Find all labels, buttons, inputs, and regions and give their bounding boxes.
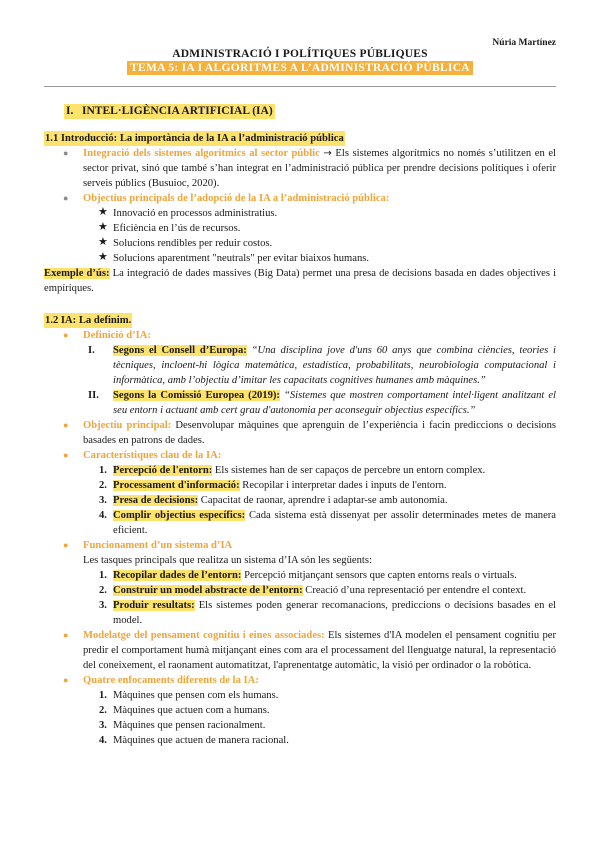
item-text: Capacitat de raonar, aprendre i adaptar-se amb autonomia. bbox=[200, 495, 448, 506]
list-item bbox=[44, 733, 556, 748]
roman-numeral: I. bbox=[88, 345, 95, 356]
item-number: 3. bbox=[99, 720, 107, 731]
list-item bbox=[44, 538, 556, 553]
item-number: 3. bbox=[99, 600, 107, 611]
list-item bbox=[44, 508, 556, 538]
item-number: 2. bbox=[99, 480, 107, 491]
bullet-icon: ● bbox=[63, 450, 69, 460]
subtitle-wrapper bbox=[0, 61, 600, 76]
document-body bbox=[44, 104, 556, 748]
bullet-label: Característiques clau de la IA: bbox=[83, 450, 222, 461]
star-item-text: Solucions rendibles per reduir costos. bbox=[113, 238, 273, 249]
list-item bbox=[44, 628, 556, 673]
section-1-heading bbox=[64, 104, 275, 119]
item-text: Creació d’una representació per entendre el context. bbox=[305, 585, 527, 596]
bullet-icon: ● bbox=[63, 630, 69, 640]
item-label: Recopilar dades de l’entorn: bbox=[113, 570, 242, 581]
item-text: Els sistemes han de ser capaços de percebre un entorn complex. bbox=[214, 465, 486, 476]
star-icon: ★ bbox=[98, 221, 108, 233]
bullet-text: Els sistemes d'IA modelen el pensament cognitiu per predir el comportament humà mitjançant eines com ara el processament del llenguatge natural, la representació del coneixement, el raonament automatitzat, l'aprenentatge automàtic, la visió per ordinador o la robòtica. bbox=[83, 630, 556, 671]
section-heading bbox=[44, 104, 556, 119]
item-text: Màquines que pensen racionalment. bbox=[113, 720, 266, 731]
item-label: Processament d'informació: bbox=[113, 480, 240, 491]
star-icon: ★ bbox=[98, 206, 108, 218]
item-label: Complir objectius específics: bbox=[113, 510, 246, 521]
list-item bbox=[44, 221, 556, 236]
item-text: Percepció mitjançant sensors que capten entorns reals o virtuals. bbox=[244, 570, 517, 581]
document-subtitle: TEMA 5: IA I ALGORITMES A L’ADMINISTRACIÓ PÚBLICA bbox=[127, 61, 473, 75]
list-item bbox=[44, 191, 556, 206]
list-item bbox=[44, 598, 556, 628]
definition-text: “Sistemes que mostren comportament intel·ligent analitzant el seu entorn i actuant amb cert grau d'autonomia per aconseguir objectius específics.” bbox=[113, 390, 556, 416]
list-item bbox=[44, 673, 556, 688]
item-number: 2. bbox=[99, 705, 107, 716]
list-item bbox=[44, 568, 556, 583]
list-item bbox=[44, 448, 556, 463]
star-icon: ★ bbox=[98, 236, 108, 248]
item-number: 1. bbox=[99, 690, 107, 701]
definition-source: Segons la Comissió Europea (2019): bbox=[113, 390, 280, 401]
item-text: Cada sistema està dissenyat per assolir determinades metes de manera eficient. bbox=[113, 510, 556, 536]
list-item bbox=[44, 146, 556, 191]
item-number: 4. bbox=[99, 510, 107, 521]
author-name: Núria Martínez bbox=[492, 38, 556, 48]
bullet-label: Objectius principals de l’adopció de la IA a l’administració pública: bbox=[83, 193, 390, 204]
example-paragraph bbox=[44, 266, 556, 296]
bullet-icon: ● bbox=[63, 193, 69, 203]
bullet-text: Els sistemes algorítmics no només s’utilitzen en el sector privat, sinó que també s’han integrat en l’administració pública per prendre decisions polítiques i oferir serveis públics (Busuioc, 2020). bbox=[83, 148, 556, 189]
item-label: Presa de decisions: bbox=[113, 495, 199, 506]
list-item bbox=[44, 251, 556, 266]
item-text: Màquines que pensen com els humans. bbox=[113, 690, 279, 701]
item-text: Recopilar i interpretar dades i inputs de l'entorn. bbox=[242, 480, 447, 491]
list-item bbox=[44, 478, 556, 493]
item-text: Màquines que actuen de manera racional. bbox=[113, 735, 289, 746]
star-item-text: Solucions aparentment "neutrals" per evitar biaixos humans. bbox=[113, 253, 370, 264]
list-item bbox=[44, 583, 556, 598]
document-title: ADMINISTRACIÓ I POLÍTIQUES PÚBLIQUES bbox=[172, 48, 428, 60]
bullet-icon: ● bbox=[63, 148, 69, 158]
list-item bbox=[44, 703, 556, 718]
item-text: Els sistemes poden generar recomanacions, prediccions o decisions basades en el model. bbox=[113, 600, 557, 626]
header-divider bbox=[44, 86, 556, 87]
star-item-text: Innovació en processos administratius. bbox=[113, 208, 278, 219]
list-item bbox=[44, 343, 556, 388]
star-item-text: Eficiència en l’ús de recursos. bbox=[113, 223, 241, 234]
list-item bbox=[44, 236, 556, 251]
bullet-label: Definició d’IA: bbox=[83, 330, 151, 341]
definition-text: “Una disciplina jove d'uns 60 anys que combina ciències, teories i tècniques, incloent-hi lògica matemàtica, estadística, probabilitats, neurobiologia computacional i informàtica, amb l’objectiu d’imitar les capacitats cognitives humanes amb màquines.” bbox=[113, 345, 556, 386]
bullet-icon: ● bbox=[63, 330, 69, 340]
bullet-icon: ● bbox=[63, 420, 69, 430]
bullet-label: Integració dels sistemes algorítmics al sector públic bbox=[83, 148, 320, 159]
list-item bbox=[44, 328, 556, 343]
bullet-text: Desenvolupar màquines que aprenguin de l’experiència i facin prediccions o decisions basades en patrons de dades. bbox=[83, 420, 557, 446]
item-label: Construir un model abstracte de l’entorn: bbox=[113, 585, 303, 596]
list-item bbox=[44, 418, 556, 448]
bullet-label: Modelatge del pensament cognitiu i eines associades: bbox=[83, 630, 325, 641]
star-icon: ★ bbox=[98, 251, 108, 263]
list-item bbox=[44, 206, 556, 221]
bullet-label: Funcionament d’un sistema d’IA bbox=[83, 540, 233, 551]
item-number: 2. bbox=[99, 585, 107, 596]
function-intro: Les tasques principals que realitza un sistema d’IA són les següents: bbox=[83, 555, 372, 566]
list-item bbox=[44, 493, 556, 508]
arrow-right-icon: → bbox=[323, 148, 332, 159]
bullet-label: Quatre enfocaments diferents de la IA: bbox=[83, 675, 259, 686]
list-item bbox=[44, 688, 556, 703]
example-label: Exemple d’ús: bbox=[44, 268, 110, 279]
item-number: 3. bbox=[99, 495, 107, 506]
bullet-icon: ● bbox=[63, 540, 69, 550]
roman-numeral: II. bbox=[88, 390, 99, 401]
subsection-1-1-heading: 1.1 Introducció: La importància de la IA a l’administració pública bbox=[45, 133, 344, 144]
bullet-icon: ● bbox=[63, 675, 69, 685]
item-label: Percepció de l'entorn: bbox=[113, 465, 213, 476]
bullet-label: Objectiu principal: bbox=[83, 420, 172, 431]
list-item bbox=[44, 388, 556, 418]
definition-source: Segons el Consell d’Europa: bbox=[113, 345, 247, 356]
item-number: 4. bbox=[99, 735, 107, 746]
example-text: La integració de dades massives (Big Data) permet una presa de decisions basada en dades objectives i empíriques. bbox=[44, 268, 557, 294]
section-1-number: I. bbox=[66, 105, 74, 117]
list-item bbox=[44, 718, 556, 733]
item-number: 1. bbox=[99, 465, 107, 476]
subsection-1-2-heading: 1.2 IA: La definim. bbox=[45, 315, 132, 326]
item-text: Màquines que actuen com a humans. bbox=[113, 705, 270, 716]
item-label: Produir resultats: bbox=[113, 600, 195, 611]
item-number: 1. bbox=[99, 570, 107, 581]
list-item bbox=[44, 463, 556, 478]
section-1-title: INTEL·LIGÈNCIA ARTIFICIAL (IA) bbox=[82, 105, 273, 117]
